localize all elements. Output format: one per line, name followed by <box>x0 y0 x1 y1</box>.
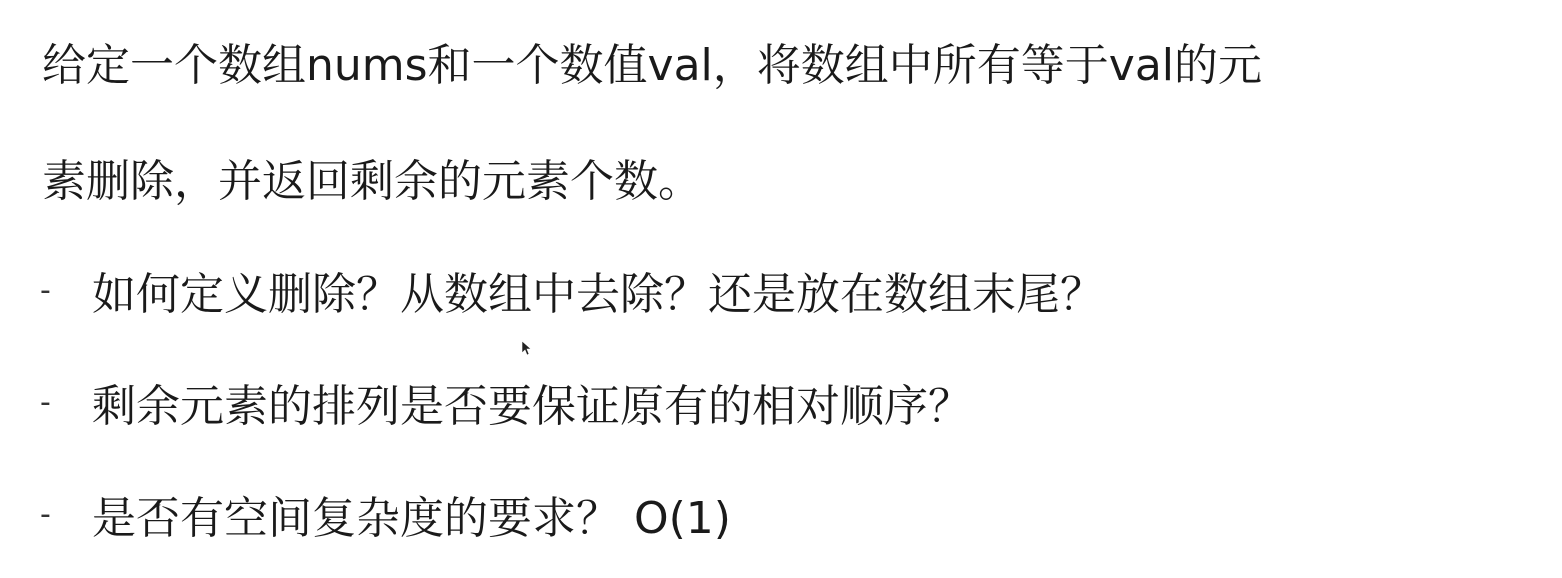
question-order-preservation: 剩余元素的排列是否要保证原有的相对顺序？ <box>92 381 972 432</box>
clarifying-questions-list <box>40 234 1104 570</box>
list-item <box>40 234 1104 346</box>
mouse-pointer-icon <box>521 340 531 356</box>
list-item <box>40 346 1104 458</box>
bullet-marker: - <box>40 272 51 308</box>
bullet-marker: - <box>40 496 51 532</box>
problem-statement <box>42 8 1512 240</box>
problem-statement-line-2: 素删除，并返回剩余的元素个数。 <box>42 156 702 207</box>
question-space-complexity: 是否有空间复杂度的要求？ O(1) <box>92 493 731 544</box>
bullet-marker: - <box>40 384 51 420</box>
list-item <box>40 458 1104 570</box>
question-delete-definition: 如何定义删除？从数组中去除？还是放在数组末尾？ <box>92 269 1104 320</box>
problem-statement-line-1: 给定一个数组nums和一个数值val，将数组中所有等于val的元 <box>42 40 1263 91</box>
